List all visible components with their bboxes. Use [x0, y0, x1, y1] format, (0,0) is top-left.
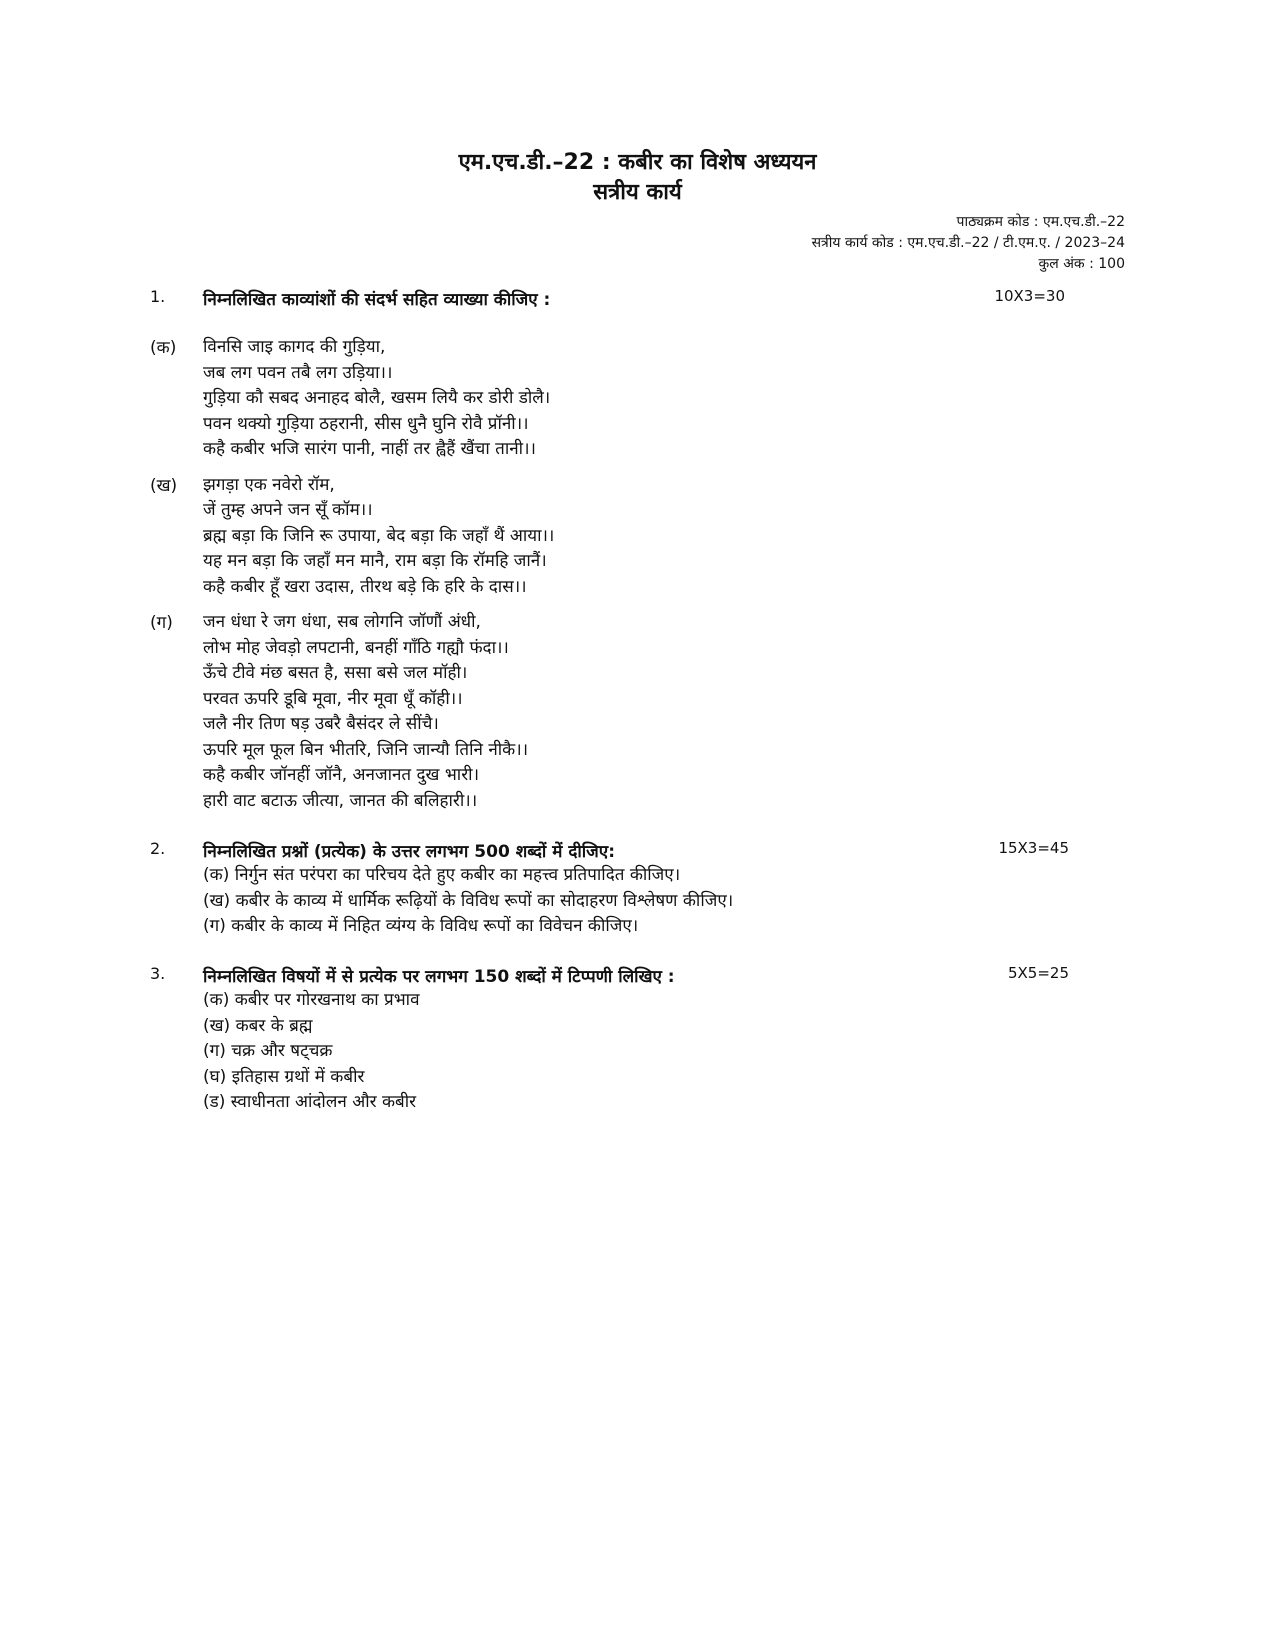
list-item: (ख) कबीर के काव्य में धार्मिक रूढ़ियों के विविध रूपों का सोदाहरण विश्लेषण कीजिए। — [203, 890, 734, 911]
poem-line: जन धंधा रे जग धंधा, सब लोगनि जॉणौं अंधी, — [203, 612, 481, 632]
question-1 — [150, 287, 1125, 814]
poem-line: जब लग पवन तबै लग उड़िया।। — [203, 362, 393, 383]
question-marks: 15X3=45 — [998, 839, 1069, 857]
assignment-code: सत्रीय कार्य कोड : एम.एच.डी.–22 / टी.एम.ए. / 2023–24 — [811, 235, 1125, 251]
poem-label: (क) — [150, 338, 177, 358]
question-3-header — [150, 964, 1125, 988]
assignment-meta — [812, 212, 1125, 275]
poem-line: हारी वाट बटाऊ जीत्या, जानत की बलिहारी।। — [203, 790, 478, 811]
course-code: पाठ्यक्रम कोड : एम.एच.डी.–22 — [956, 214, 1125, 230]
list-item: (ग) चक्र और षट्चक्र — [203, 1041, 333, 1061]
poem-kha — [150, 473, 1125, 601]
total-marks: कुल अंक : 100 — [1038, 256, 1125, 272]
poem-line: झगड़ा एक नवेरो रॉम, — [203, 474, 335, 495]
poem-ga — [150, 610, 1125, 814]
question-number: 3. — [150, 964, 166, 983]
question-marks: 10X3=30 — [994, 287, 1065, 305]
poem-line: ऊँचे टीवे मंछ बसत है, ससा बसे जल मॉही। — [203, 663, 468, 683]
question-marks: 5X5=25 — [1007, 964, 1069, 982]
poem-line: लोभ मोह जेवड़ो लपटानी, बनहीं गाँठि गह्यौ फंदा।। — [203, 637, 509, 658]
poem-line: ब्रह्म बड़ा कि जिनि रू उपाया, बेद बड़ा कि जहाँ थैं आया।। — [203, 525, 555, 546]
poem-label: (ग) — [150, 613, 173, 633]
list-item: (क) कबीर पर गोरखनाथ का प्रभाव — [203, 990, 420, 1010]
poem-line: विनसि जाइ कागद की गुड़िया, — [203, 337, 386, 357]
question-2-header — [150, 839, 1125, 863]
page-subtitle: सत्रीय कार्य — [593, 180, 682, 205]
question-1-header — [150, 287, 1125, 315]
page-title: एम.एच.डी.–22 : कबीर का विशेष अध्ययन — [458, 150, 817, 175]
poem-line: परवत ऊपरि डूबि मूवा, नीर मूवा धूँ कॉही।। — [203, 688, 463, 709]
poem-ka — [150, 335, 1125, 463]
list-item: (ड) स्वाधीनता आंदोलन और कबीर — [203, 1092, 417, 1112]
question-number: 1. — [150, 287, 166, 306]
question-text: निम्नलिखित काव्यांशों की संदर्भ सहित व्याख्या कीजिए : — [203, 290, 551, 310]
question-2-items — [203, 863, 1125, 940]
list-item: (ख) कबर के ब्रह्म — [203, 1015, 313, 1036]
question-text: निम्नलिखित प्रश्नों (प्रत्येक) के उत्तर लगभग 500 शब्दों में दीजिए: — [203, 842, 615, 862]
poem-line: यह मन बड़ा कि जहाँ मन मानै, राम बड़ा कि रॉमहि जानैं। — [203, 551, 547, 571]
poem-line: कहै कबीर भजि सारंग पानी, नाहीं तर ह्वैहैं खैंचा तानी।। — [203, 439, 536, 459]
title-block — [0, 148, 1275, 208]
list-item: (ग) कबीर के काव्य में निहित व्यंग्य के विविध रूपों का विवेचन कीजिए। — [203, 916, 639, 936]
poem-line: ऊपरि मूल फूल बिन भीतरि, जिनि जान्यौ तिनि नीकै।। — [203, 739, 529, 760]
question-3-items — [203, 988, 1125, 1116]
question-3 — [150, 964, 1125, 1116]
list-item: (क) निर्गुन संत परंपरा का परिचय देते हुए कबीर का महत्त्व प्रतिपादित कीजिए। — [203, 865, 681, 885]
poem-line: गुड़िया कौ सबद अनाहद बोलै, खसम लियै कर डोरी डोलै। — [203, 388, 551, 408]
question-number: 2. — [150, 839, 166, 858]
poem-line: जें तुम्ह अपने जन सूँ कॉम।। — [203, 500, 373, 520]
question-2 — [150, 839, 1125, 940]
poem-line: कहै कबीर जॉनहीं जॉनै, अनजानत दुख भारी। — [203, 765, 480, 785]
list-item: (घ) इतिहास ग्रथों में कबीर — [203, 1066, 365, 1087]
poem-line: कहै कबीर हूँ खरा उदास, तीरथ बड़े कि हरि के दास।। — [203, 576, 527, 597]
poem-line: जलै नीर तिण षड़ उबरै बैसंदर ले सींचै। — [203, 714, 439, 734]
poem-line: पवन थक्यो गुड़िया ठहरानी, सीस धुनै घुनि रोवै प्रॉनी।। — [203, 413, 529, 434]
poem-label: (ख) — [150, 475, 178, 496]
question-text: निम्नलिखित विषयों में से प्रत्येक पर लगभग 150 शब्दों में टिप्पणी लिखिए : — [203, 967, 675, 987]
